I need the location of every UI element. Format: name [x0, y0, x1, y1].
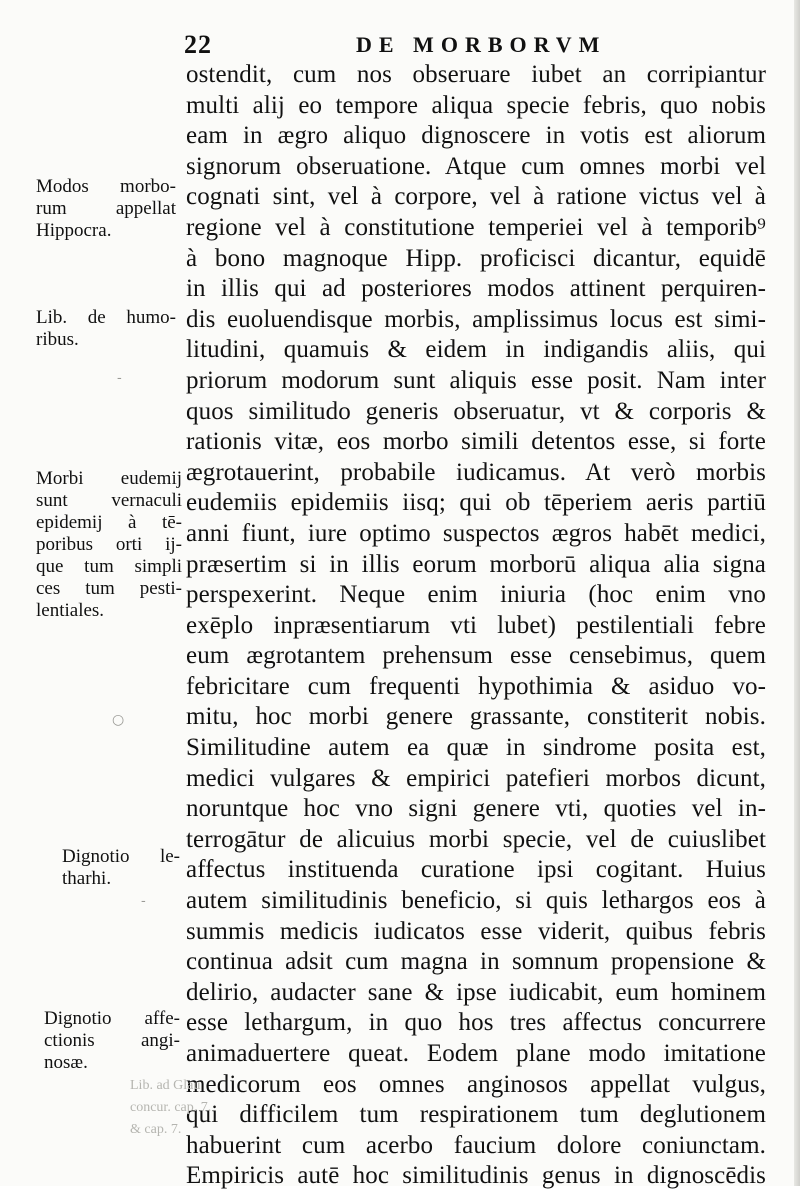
margin-note: [44, 1008, 180, 1074]
running-head: DE MORBORVM: [356, 32, 607, 57]
text-line: medicorum eos omnes anginosos appellat vulgus,: [186, 1070, 766, 1098]
margin-note-line: ctionis angi-: [44, 1030, 180, 1051]
text-line: à bono magnoque Hipp. proficisci dicantur, equidē: [186, 244, 766, 272]
main-text-block: [186, 60, 766, 1192]
page-number: 22: [184, 30, 212, 59]
margin-note-line: ribus.: [36, 329, 79, 350]
margin-note-line: que tum simpli: [36, 556, 182, 577]
text-line: signorum obseruatione. Atque cum omnes morbi vel: [186, 152, 766, 180]
text-line: esse lethargum, in quo hos tres affectus concurrere: [186, 1009, 766, 1037]
margin-note-line: Lib. de humo-: [36, 307, 176, 328]
text-line: multi alij eo tempore aliqua specie febris, quo nobis: [186, 91, 766, 119]
margin-note: [36, 176, 176, 242]
text-line: præsertim si in illis eorum morborū aliqua alia signa: [186, 550, 766, 578]
margin-note-line: Hippocra.: [36, 220, 112, 241]
text-line: animaduertere queat. Eodem plane modo imitatione: [186, 1040, 766, 1067]
text-line: quos similitudo generis obseruatur, vt & corporis &: [186, 397, 766, 425]
bleed-through-line: concur. cap. 7.: [130, 1100, 212, 1115]
margin-note-line: poribus orti ij-: [36, 534, 182, 555]
text-line: ostendit, cum nos obseruare iubet an corripiantur: [186, 61, 766, 88]
text-line: cognati sint, vel à corpore, vel à ratione victus vel à: [186, 183, 766, 211]
text-line: Empiricis autē hoc similitudinis genus in dignoscēdis: [186, 1162, 766, 1190]
text-line: mitu, hoc morbi genere grassante, constiterit nobis.: [186, 703, 766, 731]
bleed-through-line: Lib. ad Glau: [130, 1078, 201, 1093]
margin-note-line: lentiales.: [36, 600, 105, 621]
text-line: perspexerint. Neque enim iniuria (hoc enim vno: [186, 581, 766, 609]
text-line: summis medicis iudicatos esse viderit, quibus febris: [186, 917, 766, 945]
margin-note-line: sunt vernaculi: [36, 490, 182, 511]
text-line: affectus instituenda curatione ipsi cogitant. Huius: [186, 856, 766, 884]
margin-notes-column: [0, 0, 186, 1186]
text-line: eam in ægro aliquo dignoscere in votis est aliorum: [186, 122, 766, 150]
text-line: regione vel à constitutione temperiei vel à temporib⁹: [186, 213, 766, 241]
text-line: febricitare cum frequenti hypothimia & asiduo vo-: [186, 672, 766, 700]
margin-note-line: nosæ.: [44, 1052, 88, 1073]
margin-note-line: Morbi eudemij: [36, 468, 182, 489]
ink-speck: -: [117, 370, 122, 386]
text-line: eudemiis epidemiis iisq; qui ob tēperiem aeris partiū: [186, 489, 766, 517]
text-line: medici vulgares & empirici patefieri morbos dicunt,: [186, 764, 766, 792]
text-line: terrogātur de alicuius morbi specie, vel de cuiuslibet: [186, 825, 766, 853]
margin-note-line: Dignotio affe-: [44, 1008, 180, 1029]
text-line: Similitudine autem ea quæ in sindrome posita est,: [186, 734, 766, 762]
margin-note: [36, 468, 182, 622]
margin-note-line: ces tum pesti-: [36, 578, 182, 599]
text-line: litudini, quamuis & eidem in indigandis aliis, qui: [186, 336, 766, 364]
bleed-through-text: [130, 1075, 211, 1141]
ink-speck: ○: [112, 712, 125, 728]
margin-note-line: Dignotio le-: [62, 846, 180, 867]
page-edge-shadow: [794, 0, 800, 1186]
text-line: priorum modorum sunt aliquis esse posit. Nam inter: [186, 366, 766, 394]
text-line: exēplo inpræsentiarum vti lubet) pestilentiali febre: [186, 611, 766, 639]
text-line: eum ægrotantem prehensum esse censebimus, quem: [186, 642, 766, 670]
text-line: rationis vitæ, eos morbo simili detentos esse, si forte: [186, 428, 766, 456]
margin-note-line: epidemij à tē-: [36, 512, 182, 533]
text-line: autem similitudinis beneficio, si quis lethargos eos à: [186, 887, 766, 915]
text-line: noruntque hoc vno signi genere vti, quoties vel in-: [186, 795, 766, 823]
text-line: delirio, audacter sane & ipse iudicabit, eum hominem: [186, 978, 766, 1006]
text-line: continua adsit cum magna in somnum propensione &: [186, 948, 766, 976]
margin-note-line: tharhi.: [62, 868, 112, 889]
margin-note: [36, 307, 176, 351]
text-line: in illis qui ad posteriores modos attinent perquiren-: [186, 275, 766, 303]
margin-note-line: rum appellat: [36, 198, 176, 219]
text-line: dis euoluendisque morbis, amplissimus locus est simi-: [186, 305, 766, 333]
text-line: qui difficilem tum respirationem tum deglutionem: [186, 1101, 766, 1129]
ink-speck: -: [141, 893, 146, 909]
margin-note: [62, 846, 180, 890]
text-line: ægrotauerint, probabile iudicamus. At verò morbis: [186, 458, 766, 486]
text-line: anni fiunt, iure optimo suspectos ægros habēt medici,: [186, 519, 766, 547]
bleed-through-line: & cap. 7.: [130, 1122, 182, 1137]
text-line: habuerint cum acerbo faucium dolore coniunctam.: [186, 1131, 766, 1159]
margin-note-line: Modos morbo-: [36, 176, 176, 197]
